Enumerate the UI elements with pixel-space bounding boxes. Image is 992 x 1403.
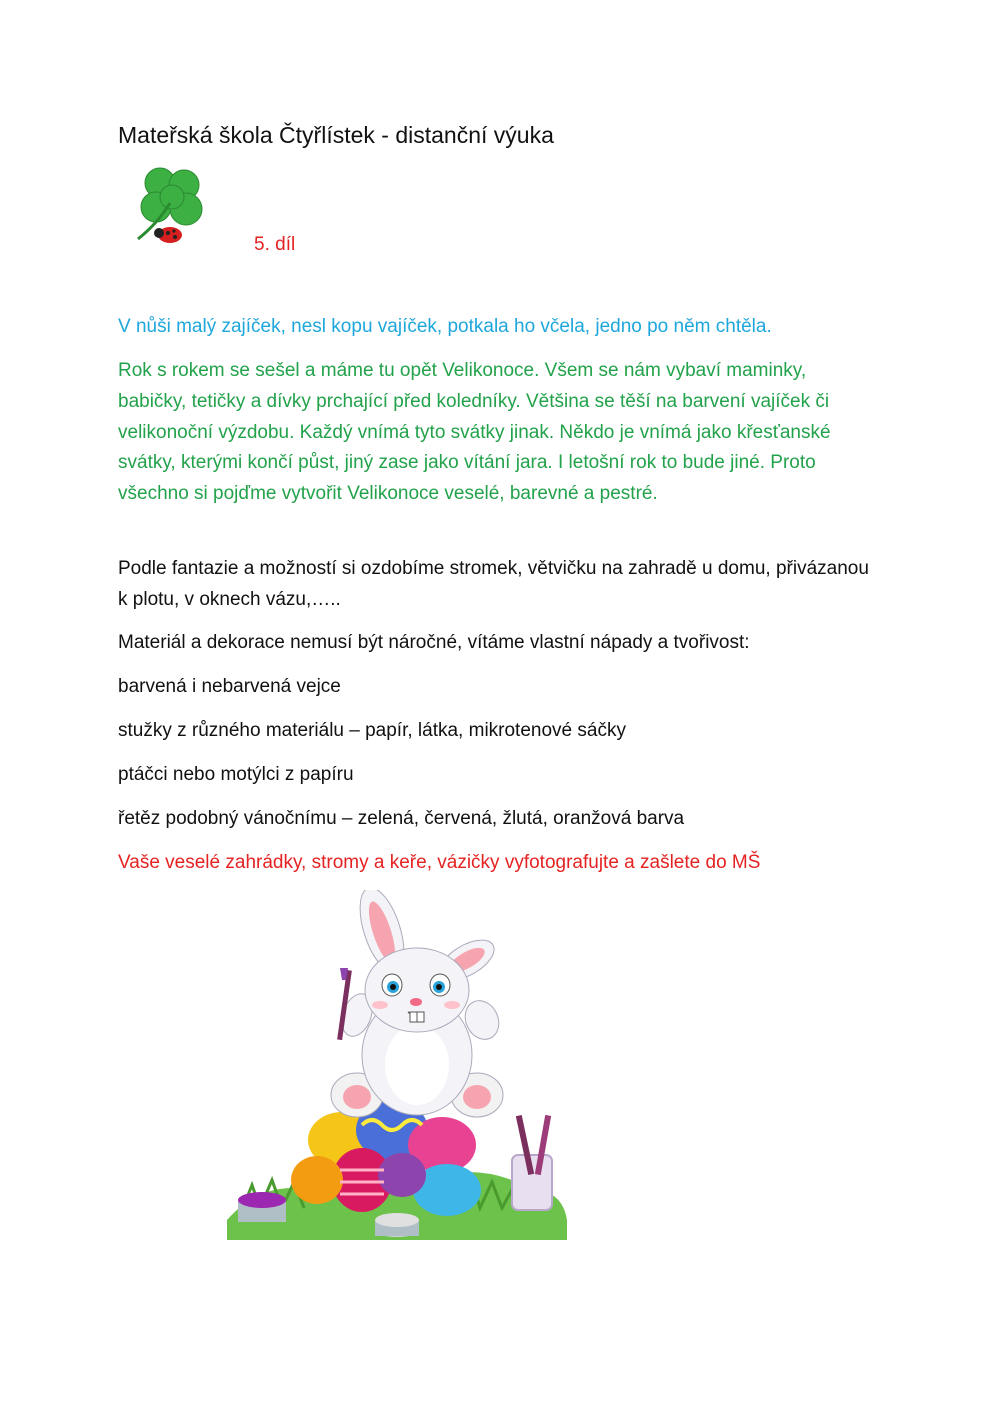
decoration-paragraph: Podle fantazie a možností si ozdobíme stromek, větvičku na zahradě u domu, přivázanou k plotu, v oknech vázu,…..	[118, 558, 869, 610]
easter-bunny-illustration	[222, 890, 572, 1245]
intro-paragraph: Rok s rokem se sešel a máme tu opět Velikonoce. Všem se nám vybaví maminky, babičky, tetičky a dívky prchající před koledníky. Většina se těší na barvení vajíček či velikonoční výzdobu. Každý vnímá tyto svátky jinak. Někdo je vnímá jako křesťanské svátky, kterými končí půst, jiný zase jako vítání jara. I letošní rok to bude jiné. Proto všechno si pojďme vytvořit Velikonoce veselé, barevné a pestré.	[118, 360, 831, 505]
part-number: 5. díl	[254, 234, 296, 255]
list-item: ptáčci nebo motýlci z papíru	[118, 764, 354, 785]
poem-text: V nůši malý zajíček, nesl kopu vajíček, potkala ho včela, jedno po něm chtěla.	[118, 316, 772, 337]
four-leaf-clover-ladybug-icon	[130, 163, 216, 249]
closing-text: Vaše veselé zahrádky, stromy a keře, vázičky vyfotografujte a zašlete do MŠ	[118, 852, 761, 873]
list-item: řetěz podobný vánočnímu – zelená, červená, žlutá, oranžová barva	[118, 808, 685, 829]
page-title: Mateřská škola Čtyřlístek - distanční výuka	[118, 122, 554, 148]
list-item: stužky z různého materiálu – papír, látka, mikrotenové sáčky	[118, 720, 626, 741]
material-intro: Materiál a dekorace nemusí být náročné, vítáme vlastní nápady a tvořivost:	[118, 632, 750, 653]
list-item: barvená i nebarvená vejce	[118, 676, 341, 697]
